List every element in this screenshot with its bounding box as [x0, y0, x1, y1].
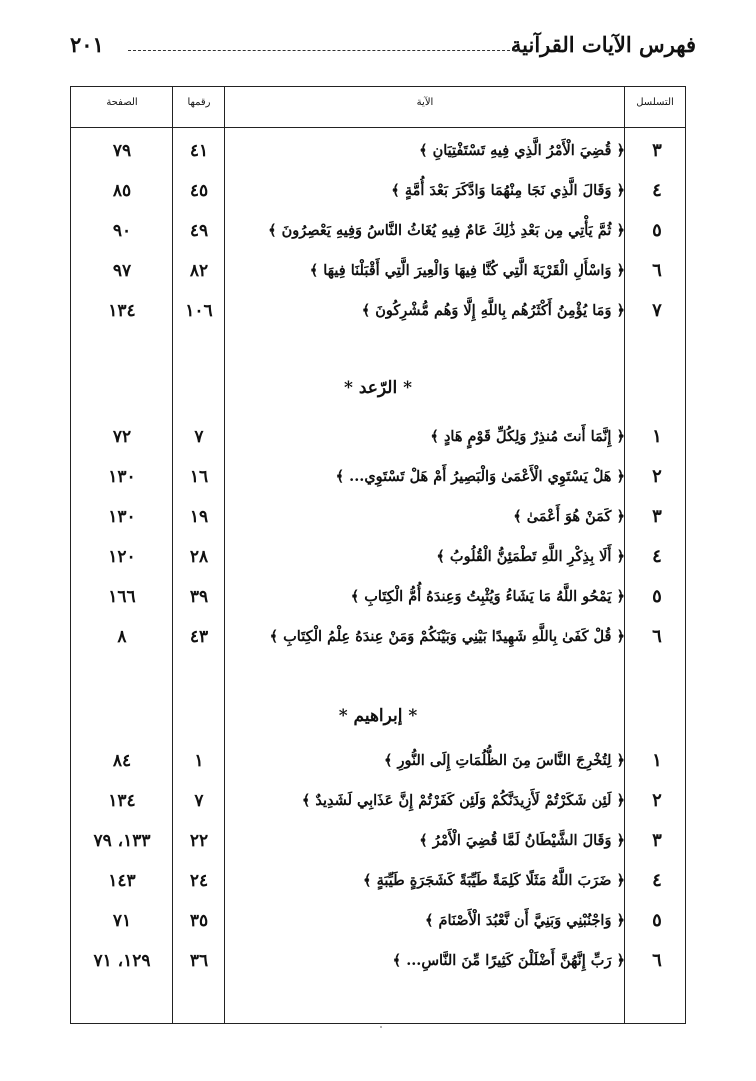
row-page: ١٣٣، ٧٩	[93, 831, 151, 851]
row-seq: ٥	[652, 586, 662, 607]
row-seq: ٦	[652, 626, 662, 647]
row-page: ١٣٤	[108, 791, 136, 811]
row-page: ٧٩	[112, 141, 132, 161]
row-seq: ٢	[652, 790, 662, 811]
row-seq: ١	[652, 750, 662, 771]
row-seq: ٤	[652, 870, 662, 891]
row-verse-number: ٢٨	[189, 547, 209, 567]
row-page: ٩٠	[112, 221, 132, 241]
row-verse-number: ١٦	[189, 467, 209, 487]
row-verse: ﴿ لِتُخْرِجَ النَّاسَ مِنَ الظُّلُمَاتِ إِلَى النُّورِ ﴾	[383, 752, 625, 769]
page-header	[70, 30, 696, 60]
row-seq: ٣	[652, 506, 662, 527]
row-verse: ﴿ وَاسْأَلِ الْقَرْيَةَ الَّتِي كُنَّا فِيهَا وَالْعِيرَ الَّتِي أَقْبَلْنَا فِيهَا ﴾	[309, 262, 625, 279]
row-verse: ﴿ وَقَالَ الَّذِي نَجَا مِنْهُمَا وَادَّكَرَ بَعْدَ أُمَّةٍ ﴾	[391, 182, 625, 199]
table-row	[71, 457, 685, 497]
row-seq: ٦	[652, 260, 662, 281]
row-verse: ﴿ رَبِّ إِنَّهُنَّ أَضْلَلْنَ كَثِيرًا مِّنَ النَّاسِ... ﴾	[392, 952, 625, 969]
row-verse: ﴿ كَمَنْ هُوَ أَعْمَىٰ ﴾	[513, 508, 625, 525]
row-verse-number: ٤٥	[189, 181, 209, 201]
row-page: ٨	[117, 627, 127, 647]
row-page: ١٣٠	[108, 507, 136, 527]
row-verse-number: ٣٩	[189, 587, 209, 607]
row-page: ١٢٩، ٧١	[93, 951, 151, 971]
row-verse-number: ٢٢	[189, 831, 209, 851]
table-row	[71, 211, 685, 251]
row-verse: ﴿ قُلْ كَفَىٰ بِاللَّهِ شَهِيدًا بَيْنِي وَبَيْنَكُمْ وَمَنْ عِندَهُ عِلْمُ الْكِتَابِ ﴾	[269, 628, 625, 645]
table-row	[71, 131, 685, 171]
section-heading-ibrahim: * إبراهيم *	[338, 706, 418, 726]
row-seq: ٦	[652, 950, 662, 971]
page-number: ٢٠١	[70, 32, 104, 57]
table-row	[71, 251, 685, 291]
table-row	[71, 417, 685, 457]
row-seq: ٥	[652, 910, 662, 931]
table-row	[71, 781, 685, 821]
table-row	[71, 901, 685, 941]
row-seq: ١	[652, 426, 662, 447]
row-verse-number: ٤٣	[189, 627, 209, 647]
row-verse-number: ٧	[194, 791, 204, 811]
row-verse: ﴿ ضَرَبَ اللَّهُ مَثَلًا كَلِمَةً طَيِّبَةً كَشَجَرَةٍ طَيِّبَةٍ ﴾	[363, 872, 625, 889]
index-table	[70, 86, 686, 1024]
row-verse-number: ٨٢	[189, 261, 209, 281]
row-page: ١٢٠	[108, 547, 136, 567]
row-verse: ﴿ ثُمَّ يَأْتِي مِن بَعْدِ ذَٰلِكَ عَامٌ فِيهِ يُغَاثُ النَّاسُ وَفِيهِ يَعْصِرُونَ ﴾	[268, 222, 625, 239]
row-page: ١٣٠	[108, 467, 136, 487]
row-verse-number: ٣٥	[189, 911, 209, 931]
row-page: ٧١	[112, 911, 132, 931]
table-row	[71, 291, 685, 331]
row-verse-number: ١	[194, 751, 204, 771]
row-verse-number: ٧	[194, 427, 204, 447]
table-row	[71, 861, 685, 901]
table-row	[71, 171, 685, 211]
row-seq: ٣	[652, 140, 662, 161]
row-verse-number: ١٠٦	[185, 301, 213, 321]
row-page: ٨٥	[112, 181, 132, 201]
footer-dot	[380, 1026, 382, 1028]
row-seq: ٤	[652, 546, 662, 567]
row-verse-number: ٢٤	[189, 871, 209, 891]
row-page: ١٣٤	[108, 301, 136, 321]
row-seq: ٤	[652, 180, 662, 201]
row-verse: ﴿ وَمَا يُؤْمِنُ أَكْثَرُهُم بِاللَّهِ إِلَّا وَهُم مُّشْرِكُونَ ﴾	[361, 302, 625, 319]
row-seq: ٥	[652, 220, 662, 241]
table-row	[71, 821, 685, 861]
section-heading-raad: * الرّعد *	[344, 378, 412, 398]
row-verse: ﴿ هَلْ يَسْتَوِي الْأَعْمَىٰ وَالْبَصِيرُ أَمْ هَلْ تَسْتَوِي... ﴾	[335, 468, 625, 485]
table-row	[71, 497, 685, 537]
running-title: فهرس الآيات القرآنية	[510, 32, 696, 57]
table-row	[71, 617, 685, 657]
header-divider	[71, 127, 685, 128]
row-seq: ٢	[652, 466, 662, 487]
row-verse: ﴿ يَمْحُو اللَّهُ مَا يَشَاءُ وَيُثْبِتُ وَعِندَهُ أُمُّ الْكِتَابِ ﴾	[350, 588, 625, 605]
row-verse: ﴿ أَلَا بِذِكْرِ اللَّهِ تَطْمَئِنُّ الْقُلُوبُ ﴾	[436, 548, 625, 565]
row-verse-number: ١٩	[189, 507, 209, 527]
row-verse-number: ٤٩	[189, 221, 209, 241]
row-verse: ﴿ وَقَالَ الشَّيْطَانُ لَمَّا قُضِيَ الْأَمْرُ ﴾	[419, 832, 625, 849]
column-header-page: الصفحة	[106, 97, 138, 108]
table-row	[71, 537, 685, 577]
row-verse: ﴿ قُضِيَ الْأَمْرُ الَّذِي فِيهِ تَسْتَفْتِيَانِ ﴾	[419, 142, 625, 159]
row-verse: ﴿ لَئِن شَكَرْتُمْ لَأَزِيدَنَّكُمْ وَلَئِن كَفَرْتُمْ إِنَّ عَذَابِي لَشَدِيدٌ ﴾	[301, 792, 625, 809]
row-verse: ﴿ وَاجْنُبْنِي وَبَنِيَّ أَن نَّعْبُدَ الْأَصْنَامَ ﴾	[424, 912, 625, 929]
row-seq: ٧	[652, 300, 662, 321]
row-page: ١٦٦	[108, 587, 136, 607]
row-page: ١٤٣	[108, 871, 136, 891]
column-header-number: رقمها	[187, 97, 211, 108]
row-page: ٩٧	[112, 261, 132, 281]
row-page: ٨٤	[112, 751, 132, 771]
header-rule	[128, 50, 520, 51]
table-row	[71, 941, 685, 981]
row-seq: ٣	[652, 830, 662, 851]
column-header-verse: الآية	[416, 97, 434, 108]
row-page: ٧٢	[112, 427, 132, 447]
row-verse-number: ٤١	[189, 141, 209, 161]
table-row	[71, 741, 685, 781]
column-header-seq: التسلسل	[636, 97, 674, 108]
row-verse: ﴿ إِنَّمَا أَنتَ مُنذِرٌ وَلِكُلِّ قَوْمٍ هَادٍ ﴾	[430, 428, 625, 445]
row-verse-number: ٣٦	[189, 951, 209, 971]
table-row	[71, 577, 685, 617]
